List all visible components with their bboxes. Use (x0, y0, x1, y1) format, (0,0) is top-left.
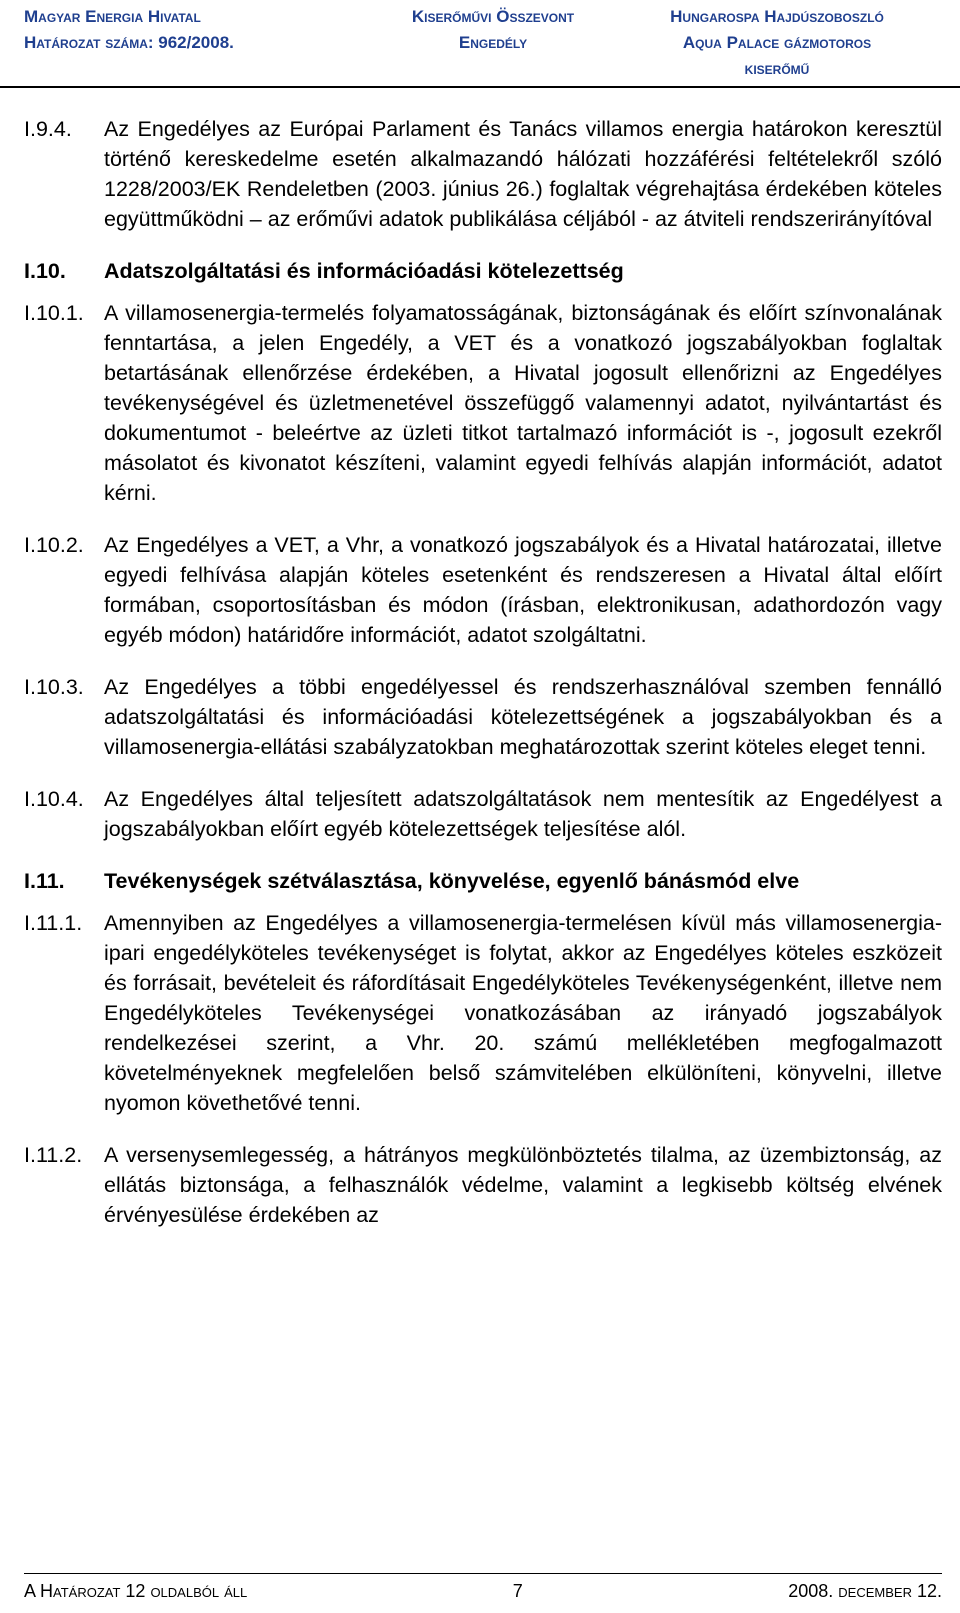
footer-date: 2008. december 12. (788, 1581, 942, 1601)
section-text: Az Engedélyes az Európai Parlament és Tanács villamos energia határokon keresztül történő kereskedelme esetén alkalmazandó hálózati hozzáférési feltételekről szóló 1228/2003/EK Rendeletben (2003. június 26.) foglaltak végrehajtása érdekében köteles együttműködni – az erőművi adatok publikálása céljából - az átviteli rendszerirányítóval (104, 117, 942, 231)
section-i-10-2 (24, 530, 942, 650)
section-i-11-2 (24, 1140, 942, 1230)
section-text: Az Engedélyes a többi engedélyessel és rendszerhasználóval szemben fennálló adatszolgáltatási és információadási kötelezettségének a jogszabályokban és a villamosenergia-ellátási szabályzatokban meghatározottak szerint köteles eleget tenni. (104, 675, 942, 759)
header-licensee-line-3: kiserőmű (744, 59, 810, 78)
header-document-type-line-1: Kiserőművi Összevont (411, 7, 575, 26)
section-text: Az Engedélyes a VET, a Vhr, a vonatkozó jogszabályok és a Hivatal határozatai, illetve egyedi felhívása alapján köteles esetenként és rendszeresen a Hivatal által előírt formában, csoportosításban és módon (írásban, elektronikusan, adathordozón vagy egyéb módon) határidőre információt, adatot szolgáltatni. (104, 533, 942, 647)
header-resolution-number: Határozat száma: 962/2008. (24, 33, 234, 52)
footer-page-count-note: A Határozat 12 oldalból áll (24, 1581, 248, 1601)
section-number: I.10.2. (24, 533, 84, 557)
section-heading-text: Tevékenységek szétválasztása, könyvelése, egyenlő bánásmód elve (104, 869, 800, 893)
section-i-10-1 (24, 298, 942, 508)
section-heading-text: Adatszolgáltatási és információadási kötelezettség (104, 259, 624, 283)
section-number: I.9.4. (24, 117, 72, 141)
header-document-type-line-2: Engedély (458, 33, 528, 52)
section-i-10-4 (24, 784, 942, 844)
section-i-10-3 (24, 672, 942, 762)
section-i-11-1 (24, 908, 942, 1118)
page-header (0, 4, 960, 88)
section-number: I.11. (24, 869, 65, 893)
section-number: I.10.4. (24, 787, 84, 811)
section-i-9-4 (24, 114, 942, 234)
section-number: I.11.2. (24, 1143, 83, 1167)
page-footer (24, 1573, 942, 1604)
footer-page-number: 7 (512, 1581, 523, 1601)
section-number: I.10.3. (24, 675, 84, 699)
header-authority-name: Magyar Energia Hivatal (24, 7, 201, 26)
header-licensee-line-1: Hungarospa Hajdúszoboszló (670, 7, 884, 26)
section-number: I.11.1. (24, 911, 83, 935)
header-authority (24, 4, 234, 56)
document-body (24, 114, 942, 1252)
section-text: Az Engedélyes által teljesített adatszolgáltatások nem mentesítik az Engedélyest a jogszabályokban előírt egyéb kötelezettségek teljesítése alól. (104, 787, 942, 841)
section-text: A villamosenergia-termelés folyamatosságának, biztonságának és előírt színvonalának fenntartása, a jelen Engedély, a VET és a vonatkozó jogszabályokban foglaltak betartásának ellenőrzése érdekében, a Hivatal jogosult ellenőrizni az Engedélyes tevékenységével és üzletmenetével összefüggő valamennyi adatot, nyilvántartást és dokumentumot - beleértve az üzleti titkot tartalmazó információt is -, jogosult ezekről másolatot és kivonatot készíteni, valamint egyedi felhívás alapján információt, adatot kérni. (104, 301, 942, 505)
header-licensee (622, 4, 932, 82)
section-number: I.10.1. (24, 301, 84, 325)
section-number: I.10. (24, 259, 66, 283)
section-text: Amennyiben az Engedélyes a villamosenergia-termelésen kívül más villamosenergia-ipari engedélyköteles tevékenységet is folytat, akkor az Engedélyes köteles eszközeit és forrásait, bevételeit és ráfordításait Engedélyköteles Tevékenységenként, illetve nem Engedélyköteles Tevékenységei vonatkozásában az irányadó jogszabályok rendelkezései szerint, a Vhr. 20. számú mellékletében megfogalmazott követelményeknek megfelelően belső számvitelében elkülöníteni, könyvelni, illetve nyomon követhetővé tenni. (104, 911, 942, 1115)
section-text: A versenysemlegesség, a hátrányos megkülönböztetés tilalma, az üzembiztonság, az ellátás biztonsága, a felhasználók védelme, valamint a legkisebb költség elvének érvényesülése érdekében az (104, 1143, 942, 1227)
section-heading-i-11 (24, 866, 942, 896)
header-licensee-line-2: Aqua Palace gázmotoros (682, 33, 872, 52)
header-document-type (370, 4, 616, 56)
section-heading-i-10 (24, 256, 942, 286)
